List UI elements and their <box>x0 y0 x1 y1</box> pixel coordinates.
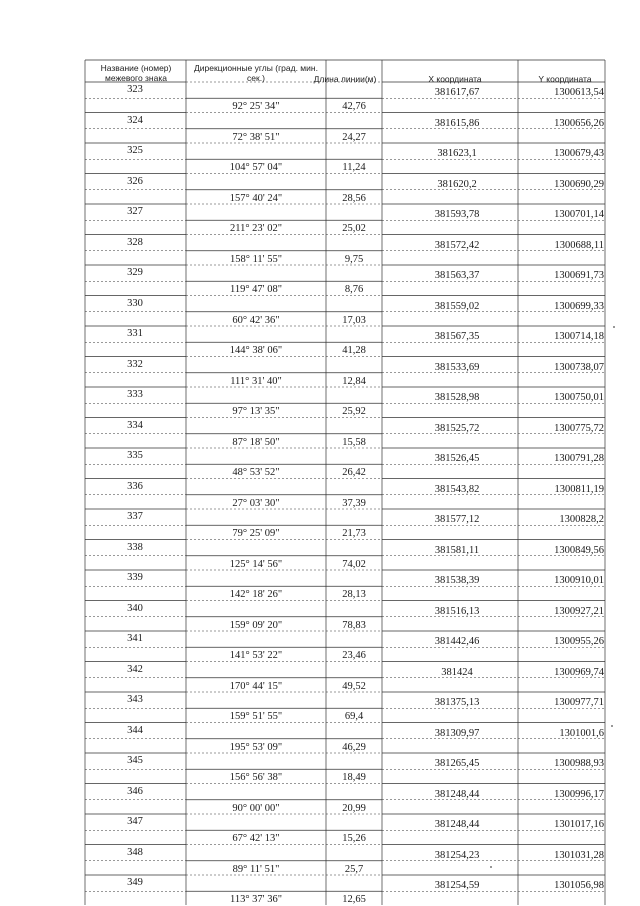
y-coordinate: 1300701,14 <box>554 209 604 220</box>
line-length: 8,76 <box>344 284 364 296</box>
header-name: Название (номер) межевого знака <box>100 63 172 83</box>
point-name: 327 <box>127 206 143 217</box>
direction-angle: 48° 53' 52" <box>232 467 280 479</box>
y-coordinate: 1301031,28 <box>554 849 604 861</box>
direction-angle: 141° 53' 22" <box>229 650 283 662</box>
y-coordinate: 1301017,16 <box>554 819 604 830</box>
x-coordinate: 381254,59 <box>434 880 480 891</box>
direction-angle: 142° 18' 26" <box>229 589 283 601</box>
y-coordinate: 1300910,01 <box>554 575 604 586</box>
direction-angle: 159° 09' 20" <box>229 619 283 631</box>
direction-angle: 111° 31' 40" <box>230 375 282 387</box>
direction-angle: 97° 13' 35" <box>232 406 280 418</box>
direction-angle: 157° 40' 24" <box>229 192 283 204</box>
y-coordinate: 1300714,18 <box>554 331 604 342</box>
y-coordinate: 1300977,71 <box>554 697 604 708</box>
line-length: 11,24 <box>342 162 366 174</box>
x-coordinate: 381528,98 <box>434 392 480 403</box>
x-coordinate: 381567,35 <box>434 331 480 342</box>
point-name: 335 <box>127 450 143 461</box>
direction-angle: 104° 57' 04" <box>229 162 283 174</box>
point-name: 342 <box>127 663 143 675</box>
point-name: 340 <box>127 602 143 614</box>
point-name: 333 <box>127 389 143 400</box>
x-coordinate: 381265,45 <box>434 758 480 769</box>
scan-speck <box>490 866 492 868</box>
line-length: 15,58 <box>342 436 366 448</box>
point-name: 328 <box>127 236 143 248</box>
direction-angle: 27° 03' 30" <box>232 497 280 509</box>
x-coordinate: 381593,78 <box>434 209 480 220</box>
line-length: 28,56 <box>342 192 366 204</box>
x-coordinate: 381572,42 <box>434 239 480 251</box>
x-coordinate: 381617,67 <box>434 87 480 98</box>
point-name: 331 <box>127 328 143 339</box>
y-coordinate: 1300828,2 <box>559 514 604 525</box>
point-name: 338 <box>127 541 143 553</box>
point-name: 349 <box>127 877 143 888</box>
x-coordinate: 381248,44 <box>434 788 480 800</box>
y-coordinate: 1300996,17 <box>554 788 604 800</box>
y-coordinate: 1300691,73 <box>554 270 604 281</box>
direction-angle: 211° 23' 02" <box>230 223 282 235</box>
direction-angle: 159° 51' 55" <box>229 711 283 723</box>
point-name: 323 <box>127 84 143 95</box>
y-coordinate: 1300969,74 <box>554 666 604 678</box>
line-length: 21,73 <box>342 528 366 540</box>
point-name: 325 <box>127 145 143 156</box>
line-length: 15,26 <box>342 833 366 845</box>
x-coordinate: 381375,13 <box>434 697 480 708</box>
line-length: 12,65 <box>342 894 366 906</box>
y-coordinate: 1300849,56 <box>554 544 604 556</box>
line-length: 12,84 <box>342 375 366 387</box>
line-length: 20,99 <box>342 802 366 814</box>
direction-angle: 156° 56' 38" <box>229 772 283 784</box>
line-length: 25,7 <box>344 863 364 875</box>
y-coordinate: 1300688,11 <box>554 239 604 251</box>
x-coordinate: 381623,1 <box>437 148 477 159</box>
line-length: 9,75 <box>344 253 364 265</box>
point-name: 344 <box>127 724 143 736</box>
x-coordinate: 381309,97 <box>434 727 480 739</box>
point-name: 337 <box>127 511 143 522</box>
point-name: 346 <box>127 785 143 797</box>
direction-angle: 60° 42' 36" <box>232 314 280 326</box>
x-coordinate: 381563,37 <box>434 270 480 281</box>
x-coordinate: 381533,69 <box>434 361 480 373</box>
direction-angle: 113° 37' 36" <box>230 894 282 906</box>
header-y: Y координата <box>538 74 592 84</box>
line-length: 78,83 <box>342 619 366 631</box>
line-length: 42,76 <box>342 101 366 113</box>
direction-angle: 170° 44' 15" <box>229 680 283 692</box>
x-coordinate: 381248,44 <box>434 819 480 830</box>
direction-angle: 92° 25' 34" <box>232 101 280 113</box>
point-name: 347 <box>127 816 143 827</box>
direction-angle: 144° 38' 06" <box>229 345 283 357</box>
y-coordinate: 1300699,33 <box>554 300 604 312</box>
x-coordinate: 381516,13 <box>434 605 480 617</box>
point-name: 348 <box>127 846 143 858</box>
y-coordinate: 1300690,29 <box>554 178 604 190</box>
y-coordinate: 1301056,98 <box>554 880 604 891</box>
point-name: 330 <box>127 297 143 309</box>
y-coordinate: 1300656,26 <box>554 117 604 129</box>
x-coordinate: 381254,23 <box>434 849 480 861</box>
point-name: 345 <box>127 755 143 766</box>
line-length: 25,02 <box>342 223 366 235</box>
scan-speck <box>611 725 613 727</box>
x-coordinate: 381525,72 <box>434 422 480 434</box>
x-coordinate: 381526,45 <box>434 453 480 464</box>
header-length: Длина линии(м) <box>313 74 377 84</box>
x-coordinate: 381581,11 <box>434 544 480 556</box>
direction-angle: 195° 53' 09" <box>229 741 283 753</box>
y-coordinate: 1300955,26 <box>554 636 604 647</box>
line-length: 24,27 <box>342 131 366 143</box>
point-name: 336 <box>127 480 143 492</box>
y-coordinate: 1300927,21 <box>554 605 604 617</box>
y-coordinate: 1300738,07 <box>554 361 604 373</box>
x-coordinate: 381577,12 <box>434 514 480 525</box>
direction-angle: 87° 18' 50" <box>232 436 280 448</box>
direction-angle: 89° 11' 51" <box>232 863 280 875</box>
header-angle: Дирекционные углы (град. мин. сек.) <box>194 63 318 83</box>
direction-angle: 79° 25' 09" <box>232 528 280 540</box>
y-coordinate: 1300679,43 <box>554 148 604 159</box>
line-length: 74,02 <box>342 558 366 570</box>
header-x: X координата <box>428 74 482 84</box>
line-length: 28,13 <box>342 589 366 601</box>
direction-angle: 119° 47' 08" <box>230 284 282 296</box>
point-name: 332 <box>127 358 143 370</box>
line-length: 37,39 <box>342 497 366 509</box>
direction-angle: 90° 00' 00" <box>232 802 280 814</box>
scan-speck <box>613 326 615 328</box>
line-length: 17,03 <box>342 314 366 326</box>
line-length: 41,28 <box>342 345 366 357</box>
line-length: 23,46 <box>342 650 366 662</box>
y-coordinate: 1300750,01 <box>554 392 604 403</box>
point-name: 334 <box>127 419 143 431</box>
y-coordinate: 1300811,19 <box>554 483 604 495</box>
point-name: 326 <box>127 175 143 187</box>
line-length: 25,92 <box>342 406 366 418</box>
x-coordinate: 381615,86 <box>434 117 480 129</box>
y-coordinate: 1300775,72 <box>554 422 604 434</box>
point-name: 339 <box>127 572 143 583</box>
y-coordinate: 1300791,28 <box>554 453 604 464</box>
direction-angle: 72° 38' 51" <box>232 131 280 143</box>
x-coordinate: 381559,02 <box>434 300 480 312</box>
x-coordinate: 381442,46 <box>434 636 480 647</box>
line-length: 69,4 <box>344 711 364 723</box>
direction-angle: 125° 14' 56" <box>229 558 283 570</box>
line-length: 46,29 <box>342 741 366 753</box>
y-coordinate: 1301001,6 <box>559 727 604 739</box>
direction-angle: 158° 11' 55" <box>230 253 282 265</box>
y-coordinate: 1300613,54 <box>554 87 604 98</box>
direction-angle: 67° 42' 13" <box>232 833 280 845</box>
line-length: 49,52 <box>342 680 366 692</box>
point-name: 324 <box>127 114 143 126</box>
line-length: 18,49 <box>342 772 366 784</box>
x-coordinate: 381538,39 <box>434 575 480 586</box>
point-name: 329 <box>127 267 143 278</box>
x-coordinate: 381620,2 <box>437 178 477 190</box>
y-coordinate: 1300988,93 <box>554 758 604 769</box>
x-coordinate: 381543,82 <box>434 483 480 495</box>
point-name: 343 <box>127 694 143 705</box>
x-coordinate: 381424 <box>441 666 473 678</box>
line-length: 26,42 <box>342 467 366 479</box>
point-name: 341 <box>127 633 143 644</box>
